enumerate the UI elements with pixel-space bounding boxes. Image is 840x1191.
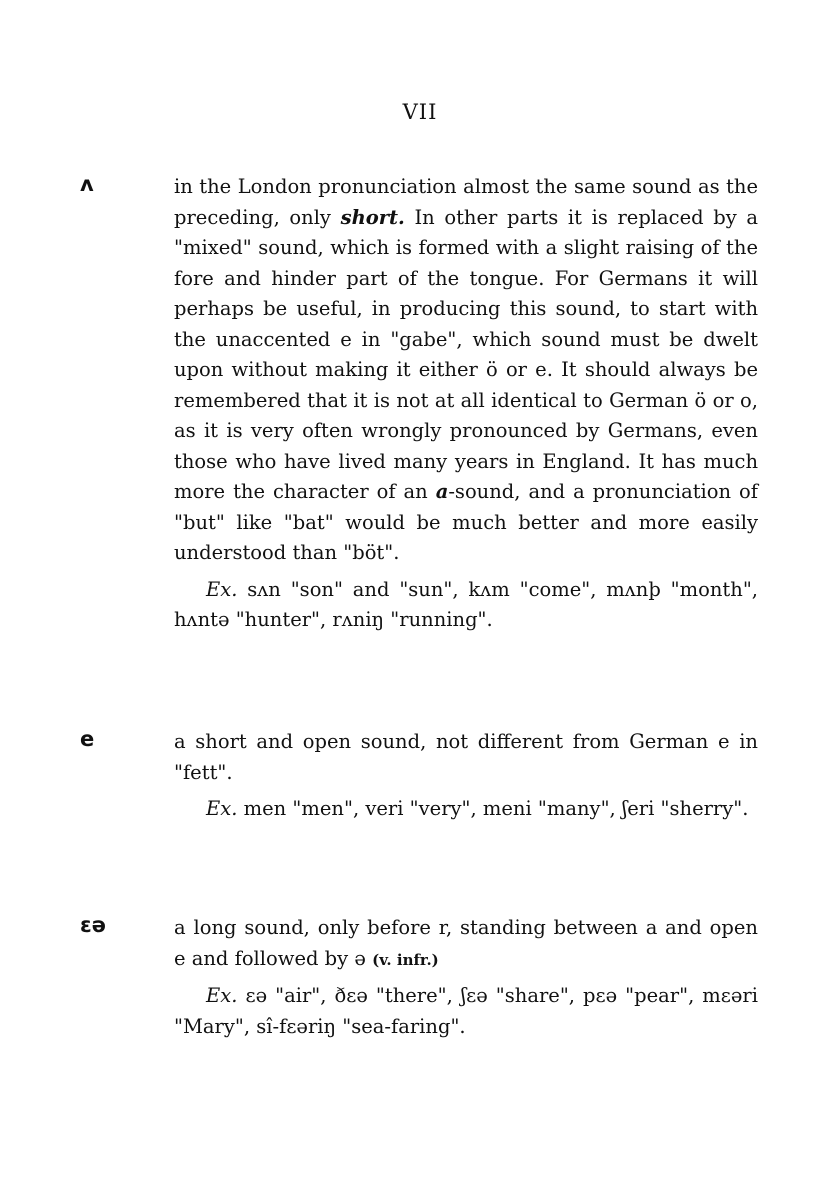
example-label: Ex. [206,797,238,820]
emphasis-short: short. [340,205,405,229]
entry-example [174,575,758,636]
description-text: -sound, and a pronunciation of "but" like "bat" would be much better and more easily understood than "böt". [174,480,758,564]
entry-description: a short and open sound, not different from German e in "fett". [174,730,758,784]
example-label: Ex. [206,984,238,1007]
phonetic-symbol-epsilon-schwa: ɛə [80,913,106,937]
page-number: VII [402,100,438,124]
entry-body [174,172,758,636]
example-text: men "men", veri "very", meni "many", ʃeri "sherry". [237,797,749,820]
example-text: ɛə "air", ðɛə "there", ʃɛə "share", pɛə "pear", mɛəri "Mary", sî-fɛəriŋ "sea-faring". [174,984,758,1038]
entry-description [174,913,758,975]
entry-example [174,981,758,1042]
entry-description [174,172,758,569]
description-text: in the London pronunciation almost the same sound as the preceding, only [174,175,758,229]
example-label: Ex. [206,577,238,601]
phonetic-symbol-e: e [80,727,95,751]
example-text: sʌn "son" and "sun", kʌm "come", mʌnþ "month", hʌntə "hunter", rʌniŋ "running". [174,577,758,631]
entry-body [174,727,758,825]
emphasis-a: a [435,480,449,503]
description-text: a long sound, only before r, standing between a and open e and followed by ə [174,916,758,970]
entry-body [174,913,758,1042]
entry-example [174,794,758,825]
description-text: In other parts it is replaced by a "mixed" sound, which is formed with a slight raising of the fore and hinder part of the tongue. For Germans it will perhaps be useful, in producing this sound, to start with the unaccented e in "gabe", which sound must be dwelt upon without making it either ö or e. It should always be remembered that it is not at all identical to German ö or o, as it is very often wrongly pronounced by Germans, even those who have lived many years in England. It has much more the character of an [174,205,759,503]
phonetic-symbol-wedge: ʌ [80,172,94,196]
cross-reference: (v. infr.) [372,950,439,969]
